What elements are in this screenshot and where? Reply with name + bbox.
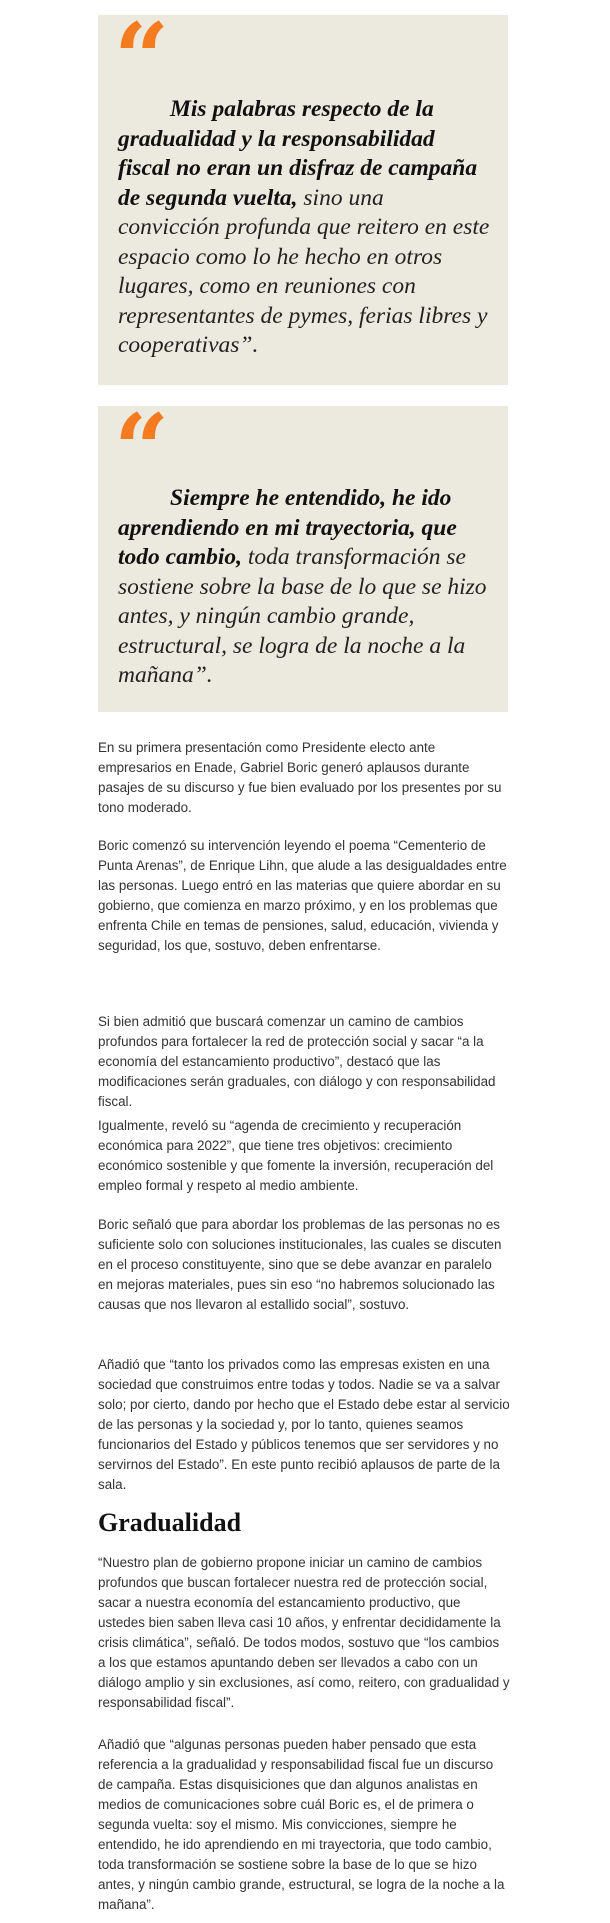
article-paragraph: Boric comenzó su intervención leyendo el poema “Cementerio de Punta Arenas”, de Enrique Lihn, que alude a las desigualdades entre las personas. Luego entró en las materias que quiere abordar en su gobierno, que comienza en marzo próximo, y en los problemas que enfrenta Chile en temas de pensiones, salud, educación, vivienda y seguridad, los que, sostuvo, deben enfrentarse. bbox=[98, 838, 507, 953]
pull-quote-rest: sino una convicción profunda que reitero en este espacio como lo he hecho en otros lugares, como en reuniones con representantes de pymes, ferias libres y cooperativas”. bbox=[118, 184, 490, 358]
pull-quote-text bbox=[118, 95, 490, 361]
quote-mark-icon: “ bbox=[114, 393, 164, 506]
pull-quote-rest: toda transformación se sostiene sobre la base de lo que se hizo antes, y ningún cambio grande, estructural, se logra de la noche a la mañana”. bbox=[118, 544, 487, 688]
pull-quote-2 bbox=[98, 393, 508, 712]
article-paragraph: Añadió que “algunas personas pueden haber pensado que esta referencia a la gradualidad y responsabilidad fiscal fue un discurso de campaña. Estas disquisiciones que dan algunos analistas en medios de comunicaciones sobre cuál Boric es, el de primera o segunda vuelta: soy el mismo. Mis convicciones, siempre he entendido, he ido aprendiendo en mi trayectoria, que todo cambio, toda transformación se sostiene sobre la base de lo que se hizo antes, y ningún cambio grande, estructural, se logra de la noche a la mañana”. bbox=[98, 1737, 505, 1912]
article-paragraph: Boric señaló que para abordar los problemas de las personas no es suficiente solo con soluciones institucionales, las cuales se discuten en el proceso constituyente, sino que se debe avanzar en paralelo en mejoras materiales, pues sin eso “no habremos solucionado las causas que nos llevaron al estallido social”, sostuvo. bbox=[98, 1217, 502, 1312]
pull-quote-bold: Siempre he entendido, he ido aprendiendo en mi trayectoria, que todo cambio, bbox=[118, 485, 457, 570]
article-paragraph: “Nuestro plan de gobierno propone iniciar un camino de cambios profundos que buscan fortalecer nuestra red de protección social, sacar a nuestra economía del estancamiento productivo, que ustedes bien saben lleva casi 10 años, y enfrentar decididamente la crisis climática”, señaló. De todos modos, sostuvo que “los cambios a los que estamos apuntando deben ser llevados a cabo con un diálogo amplio y sin exclusiones, así como, reitero, con gradualidad y responsabilidad fiscal”. bbox=[98, 1555, 510, 1710]
section-heading: Gradualidad bbox=[98, 1508, 242, 1537]
pull-quote-1 bbox=[98, 2, 508, 385]
article-paragraph: En su primera presentación como Presidente electo ante empresarios en Enade, Gabriel Boric generó aplausos durante pasajes de su discurso y fue bien evaluado por los presentes por su tono moderado. bbox=[98, 740, 502, 815]
quote-mark-icon: “ bbox=[114, 2, 164, 115]
article-paragraph: Si bien admitió que buscará comenzar un camino de cambios profundos para fortalecer la red de protección social y sacar “a la economía del estancamiento productivo”, destacó que las modificaciones serán graduales, con diálogo y con responsabilidad fiscal. bbox=[98, 1014, 496, 1109]
pull-quote-text bbox=[118, 484, 490, 691]
pull-quote-bold: Mis palabras respecto de la gradualidad y la responsabilidad fiscal no eran un disfraz de campaña de segunda vuelta, bbox=[118, 96, 478, 211]
article-paragraph: Igualmente, reveló su “agenda de crecimiento y recuperación económica para 2022”, que tiene tres objetivos: crecimiento económico sostenible y que fomente la inversión, recuperación del empleo formal y respeto al medio ambiente. bbox=[98, 1118, 494, 1193]
article-paragraph: Añadió que “tanto los privados como las empresas existen en una sociedad que construimos entre todas y todos. Nadie se va a salvar solo; por cierto, dando por hecho que el Estado debe estar al servicio de las personas y la sociedad y, por lo tanto, quienes seamos funcionarios del Estado y públicos tenemos que ser servidores y no servirnos del Estado”. En este punto recibió aplausos de parte de la sala. bbox=[98, 1357, 510, 1492]
